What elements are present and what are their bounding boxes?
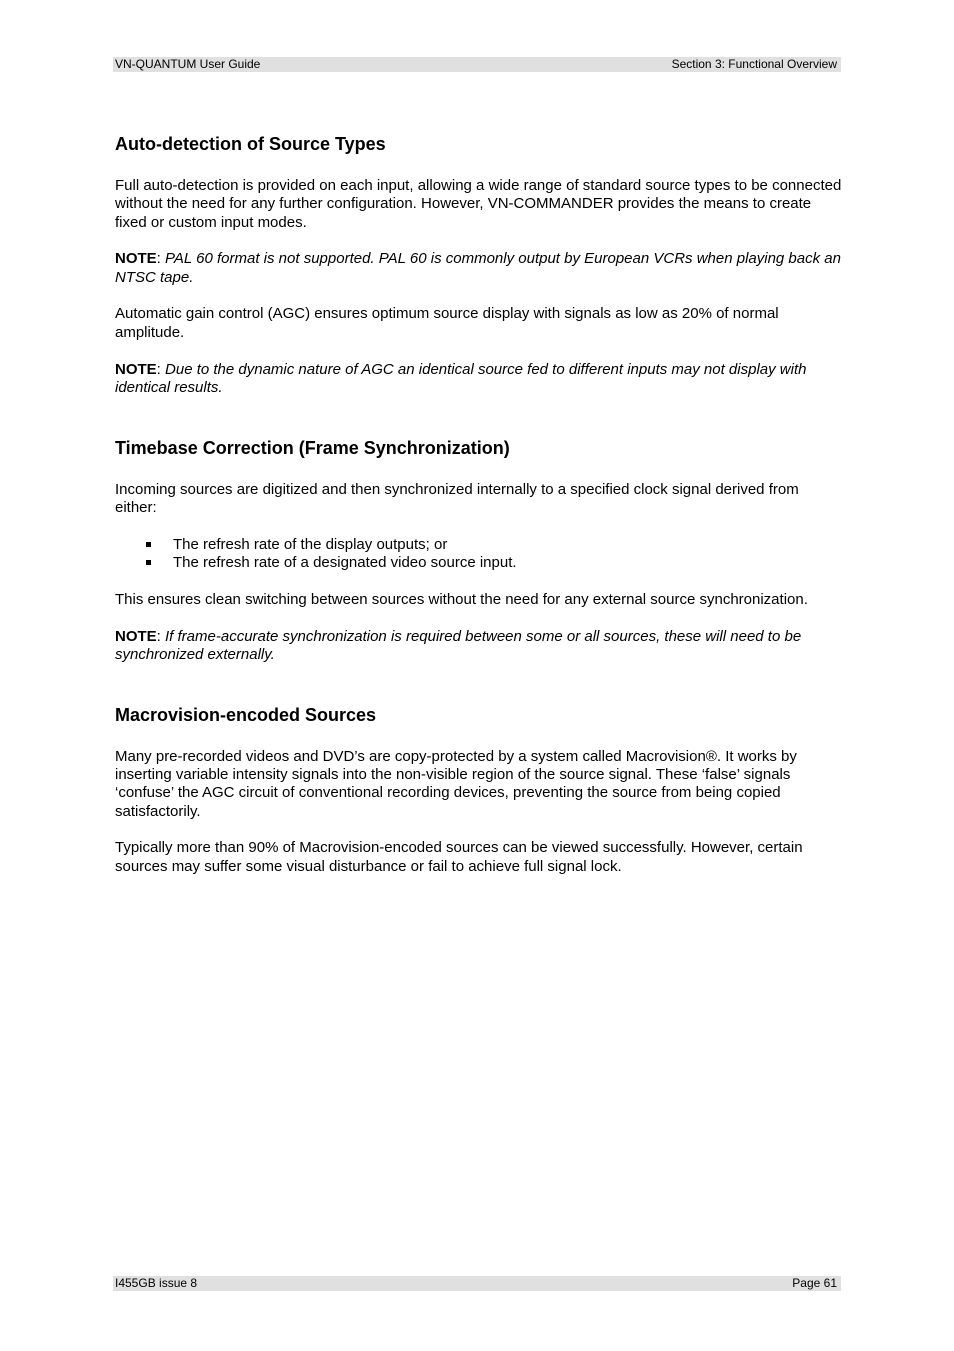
paragraph: Many pre-recorded videos and DVD’s are copy-protected by a system called Macrovision®. It works by inserting variable intensity signals into the non-visible region of the source signal. These ‘false’ signals ‘confuse’ the AGC circuit of conventional recording devices, preventing the source from being copied satisfactorily. bbox=[115, 747, 797, 820]
footer-doc-id: I455GB issue 8 bbox=[115, 1276, 198, 1290]
note: NOTE: Due to the dynamic nature of AGC an identical source fed to different inputs may not display with identical results. bbox=[115, 360, 807, 396]
paragraph: Typically more than 90% of Macrovision-encoded sources can be viewed successfully. However, certain sources may suffer some visual disturbance or fail to achieve full signal lock. bbox=[115, 839, 803, 875]
note-label: NOTE bbox=[115, 627, 157, 645]
footer-page-number: Page 61 bbox=[792, 1276, 837, 1290]
page-body bbox=[115, 132, 843, 895]
note-label: NOTE bbox=[115, 360, 157, 378]
list-item: The refresh rate of a designated video source input. bbox=[115, 554, 843, 572]
note: NOTE: If frame-accurate synchronization is required between some or all sources, these will need to be synchronized externally. bbox=[115, 627, 802, 663]
paragraph: Automatic gain control (AGC) ensures optimum source display with signals as low as 20% of normal amplitude. bbox=[115, 305, 779, 341]
paragraph: Incoming sources are digitized and then synchronized internally to a specified clock signal derived from either: bbox=[115, 480, 799, 516]
paragraph: This ensures clean switching between sources without the need for any external source synchronization. bbox=[115, 590, 808, 608]
header-doc-title: VN-QUANTUM User Guide bbox=[115, 57, 261, 71]
bullet-list bbox=[115, 536, 843, 573]
page-header bbox=[113, 57, 841, 72]
note-label: NOTE bbox=[115, 250, 157, 268]
note-text: Due to the dynamic nature of AGC an identical source fed to different inputs may not display with identical results. bbox=[115, 360, 807, 396]
section-timebase-correction bbox=[115, 436, 843, 665]
note-text: PAL 60 format is not supported. PAL 60 is commonly output by European VCRs when playing back an NTSC tape. bbox=[115, 250, 841, 286]
section-auto-detection bbox=[115, 132, 843, 397]
header-section-title: Section 3: Functional Overview bbox=[671, 57, 837, 71]
list-item: The refresh rate of the display outputs; or bbox=[115, 536, 843, 554]
section-heading: Macrovision-encoded Sources bbox=[115, 704, 377, 725]
paragraph: Full auto-detection is provided on each input, allowing a wide range of standard source types to be connected without the need for any further configuration. However, VN-COMMANDER provides the means to create fixed or custom input modes. bbox=[115, 177, 842, 231]
note: NOTE: PAL 60 format is not supported. PAL 60 is commonly output by European VCRs when playing back an NTSC tape. bbox=[115, 250, 841, 286]
section-heading: Auto-detection of Source Types bbox=[115, 134, 386, 154]
section-heading: Timebase Correction (Frame Synchronization) bbox=[115, 437, 510, 458]
page-footer bbox=[113, 1276, 841, 1291]
note-text: If frame-accurate synchronization is required between some or all sources, these will need to be synchronized externally. bbox=[115, 627, 802, 663]
section-macrovision bbox=[115, 703, 843, 876]
